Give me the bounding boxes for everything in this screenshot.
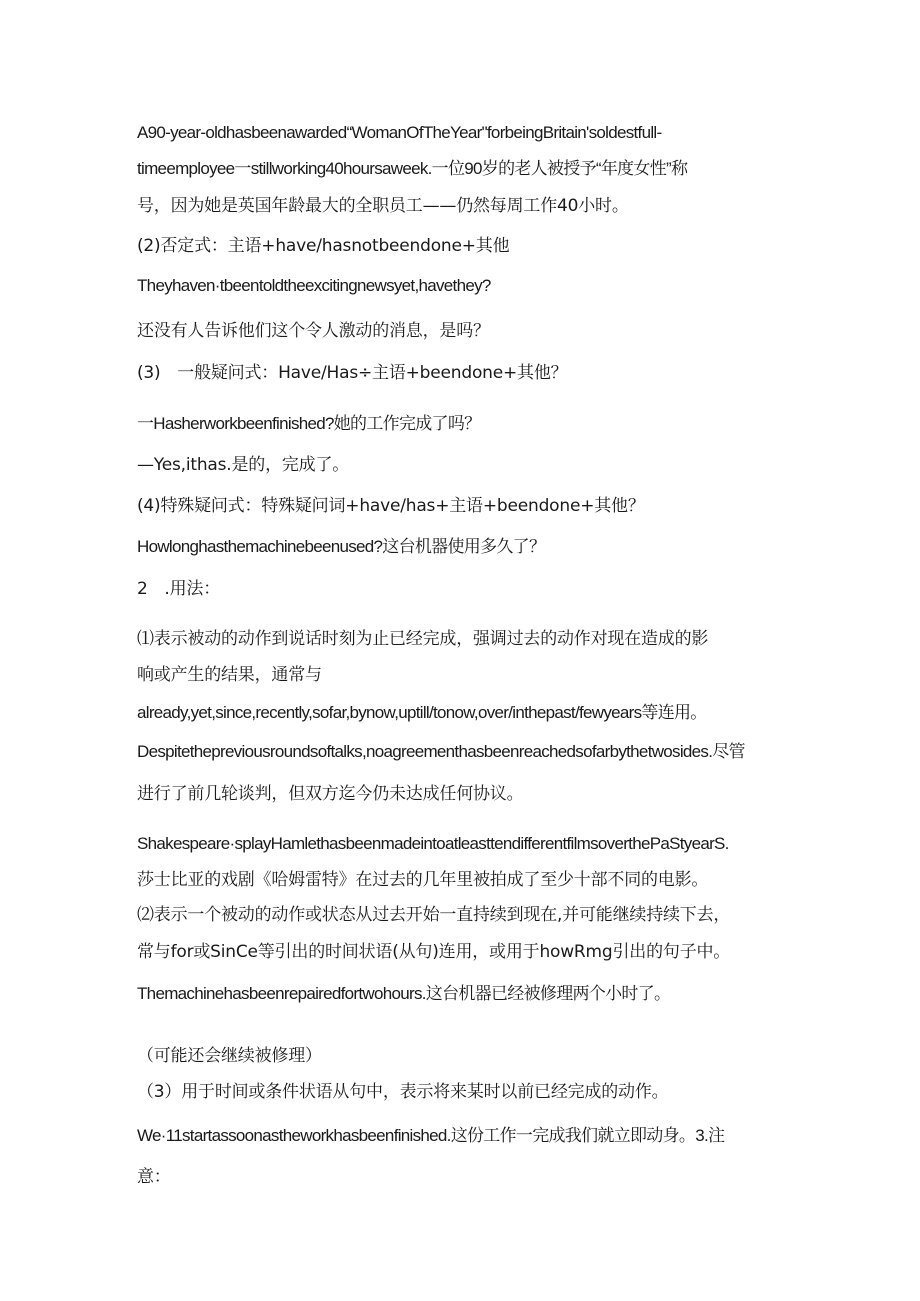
text-line: 常与for或SinCe等引出的时间状语(从句)连用，或用于howRmg引出的句子中。	[137, 942, 731, 962]
text-line: 还没有人告诉他们这个令人激动的消息，是吗？	[137, 321, 490, 341]
text-line: We·11startassoonastheworkhasbeenfinished.这份工作一完成我们就立即动身。3.注	[137, 1126, 725, 1145]
text-line: 意：	[137, 1167, 171, 1187]
text-line: （3）用于时间或条件状语从句中，表示将来某时以前已经完成的动作。	[137, 1082, 669, 1102]
section-heading-usage: 2 .用法：	[137, 579, 221, 599]
text-line: ⑵表示一个被动的动作或状态从过去开始一直持续到现在,并可能继续持续下去，	[137, 905, 731, 925]
text-line: already,yet,since,recently,sofar,bynow,uptill/tonow,over/inthepast/fewyears等连用。	[137, 703, 707, 722]
text-line: timeemployee一stillworking40hoursaweek.一位90岁的老人被授予“年度女性”称	[137, 159, 688, 178]
text-line: ⑴表示被动的动作到说话时刻为止已经完成，强调过去的动作对现在造成的影	[137, 629, 709, 649]
section-heading-wh-question: (4)特殊疑问式：特殊疑问词+have/has+主语+beendone+其他？	[137, 496, 645, 516]
text-line: A90-year-oldhasbeenawarded“WomanOfTheYear"forbeingBritain'soldestfull-	[137, 123, 662, 142]
section-heading-negative-form: (2)否定式：主语+have/hasnotbeendone+其他	[137, 236, 510, 256]
text-line: 莎士比亚的戏剧《哈姆雷特》在过去的几年里被拍成了至少十部不同的电影。	[137, 870, 709, 890]
text-line: 号，因为她是英国年龄最大的全职员工——仍然每周工作40小时。	[137, 196, 629, 216]
text-line: 一Hasherworkbeenfinished?她的工作完成了吗？	[137, 414, 481, 433]
section-heading-yes-no-question: (3) 一般疑问式：Have/Has÷主语+beendone+其他？	[137, 363, 568, 383]
text-line: Shakespeare·splayHamlethasbeenmadeintoatleasttendifferentfilmsoverthePaStyearS.	[137, 834, 729, 853]
text-line: Despitethepreviousroundsoftalks,noagreementhasbeenreachedsofarbythetwosides.尽管	[137, 742, 745, 761]
text-line: —Yes,ithas.是的，完成了。	[137, 455, 350, 475]
text-line: 进行了前几轮谈判，但双方迄今仍未达成任何协议。	[137, 784, 524, 804]
text-line: Theyhaven·tbeentoldtheexcitingnewsyet,havethey?	[137, 276, 491, 295]
text-line: Themachinehasbeenrepairedfortwohours.这台机器已经被修理两个小时了。	[137, 984, 671, 1003]
text-line: 响或产生的结果，通常与	[137, 665, 322, 685]
text-line: Howlonghasthemachinebeenused?这台机器使用多久了？	[137, 537, 546, 556]
text-line: （可能还会继续被修理）	[137, 1046, 322, 1066]
